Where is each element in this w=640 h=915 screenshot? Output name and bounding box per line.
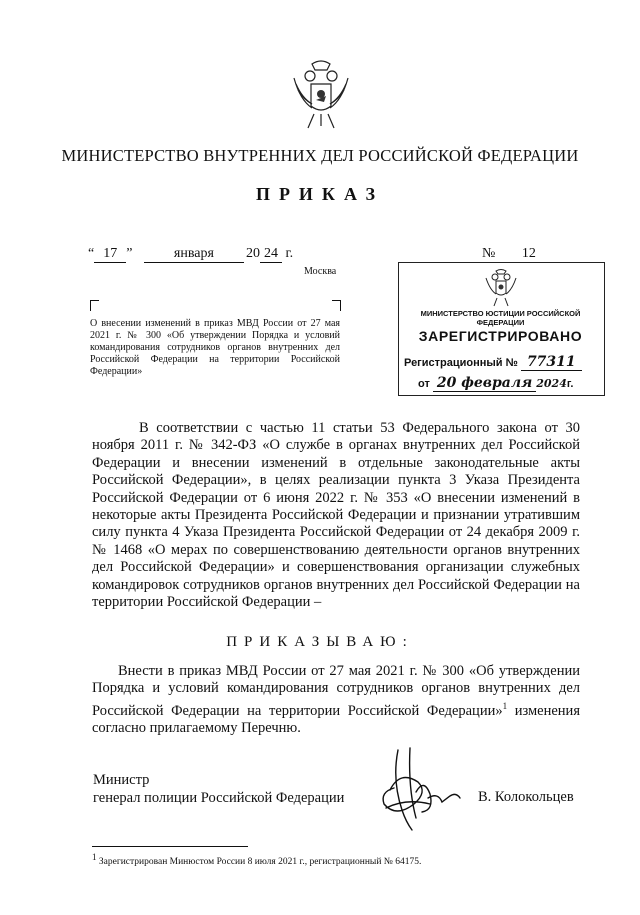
signatory-name: В. Колокольцев	[478, 789, 574, 805]
footnote	[92, 852, 421, 867]
russian-coat-of-arms-icon	[484, 268, 518, 308]
footnote-mark: 1	[92, 852, 97, 862]
footnote-divider	[92, 846, 248, 847]
footnote-reference: 1	[502, 700, 508, 711]
order-city: Москва	[304, 266, 337, 277]
close-quote: ”	[126, 246, 133, 261]
open-quote: “	[88, 246, 95, 261]
order-word: ПРИКАЗЫВАЮ:	[226, 634, 414, 650]
order-number	[482, 246, 559, 263]
order-subject: О внесении изменений в приказ МВД России от 27 мая 2021 г. № 300 «Об утверждении Порядка и условий командирования сотрудников органов внутренних дел Российской Федерации на территории Российской Федерации»	[90, 318, 340, 377]
order-paragraph-tail: изменения согласно прилагаемому Перечню.	[92, 702, 580, 737]
stamp-date-value: 20 февраля	[433, 375, 536, 392]
order-month: января	[144, 246, 244, 263]
stamp-reg-number: 77311	[521, 354, 582, 371]
order-date	[88, 246, 293, 263]
handwritten-signature	[372, 746, 472, 834]
order-paragraph-text: Внести в приказ МВД России от 27 мая 2021 г. № 300 «Об утверждении Порядка и условий командирования сотрудников органов внутренних дел Российской Федерации на территории Российской Федерации»	[92, 663, 580, 719]
subject-corner-left	[90, 300, 99, 311]
order-day: 17	[94, 246, 126, 263]
order-number-value: 12	[499, 246, 559, 263]
signatory-title-line1: Министр	[93, 772, 150, 788]
subject-corner-right	[332, 300, 341, 311]
signatory-title-line2: генерал полиции Российской Федерации	[93, 790, 345, 806]
year-prefix: 20	[245, 246, 260, 261]
preamble-paragraph: В соответствии с частью 11 статьи 53 Федерального закона от 30 ноября 2011 г. № 342-ФЗ «О службе в органах внутренних дел Российской Федерации и внесении изменений в отдельные законодательные акты Российской Федерации», в целях реализации пункта 3 Указа Президента Российской Федерации от 6 июня 2022 г. № 353 «О внесении изменений в некоторые акты Президента Российской Федерации и признании утратившим силу пункта 4 Указа Президента Российской Федерации от 24 декабря 2009 г. № 1468 «О мерах по совершенствованию деятельности органов внутренних дел Российской Федерации» и совершенствования организации служебных командировок сотрудников органов внутренних дел Российской Федерации на территории Российской Федерации –	[92, 420, 580, 611]
ministry-name: МИНИСТЕРСТВО ВНУТРЕННИХ ДЕЛ РОССИЙСКОЙ ФЕДЕРАЦИИ	[61, 146, 579, 165]
stamp-ministry: МИНИСТЕРСТВО ЮСТИЦИИ РОССИЙСКОЙ ФЕДЕРАЦИИ	[420, 309, 581, 327]
stamp-year-value: 2024	[536, 377, 567, 390]
stamp-reg-line	[404, 354, 582, 370]
stamp-date-line	[418, 375, 573, 391]
year-suffix: 24	[260, 246, 282, 263]
stamp-status: ЗАРЕГИСТРИРОВАНО	[418, 328, 583, 344]
stamp-date-label: от	[418, 378, 430, 390]
document-type: ПРИКАЗ	[255, 184, 385, 204]
stamp-year-unit: г.	[566, 378, 574, 390]
order-paragraph	[92, 663, 580, 737]
russian-coat-of-arms-icon	[290, 58, 352, 132]
year-unit: г.	[285, 246, 294, 261]
number-sign: №	[482, 246, 496, 261]
footnote-text: Зарегистрирован Минюстом России 8 июля 2021 г., регистрационный № 64175.	[96, 857, 422, 868]
stamp-reg-label: Регистрационный №	[404, 357, 518, 369]
signatory-title	[93, 771, 344, 807]
